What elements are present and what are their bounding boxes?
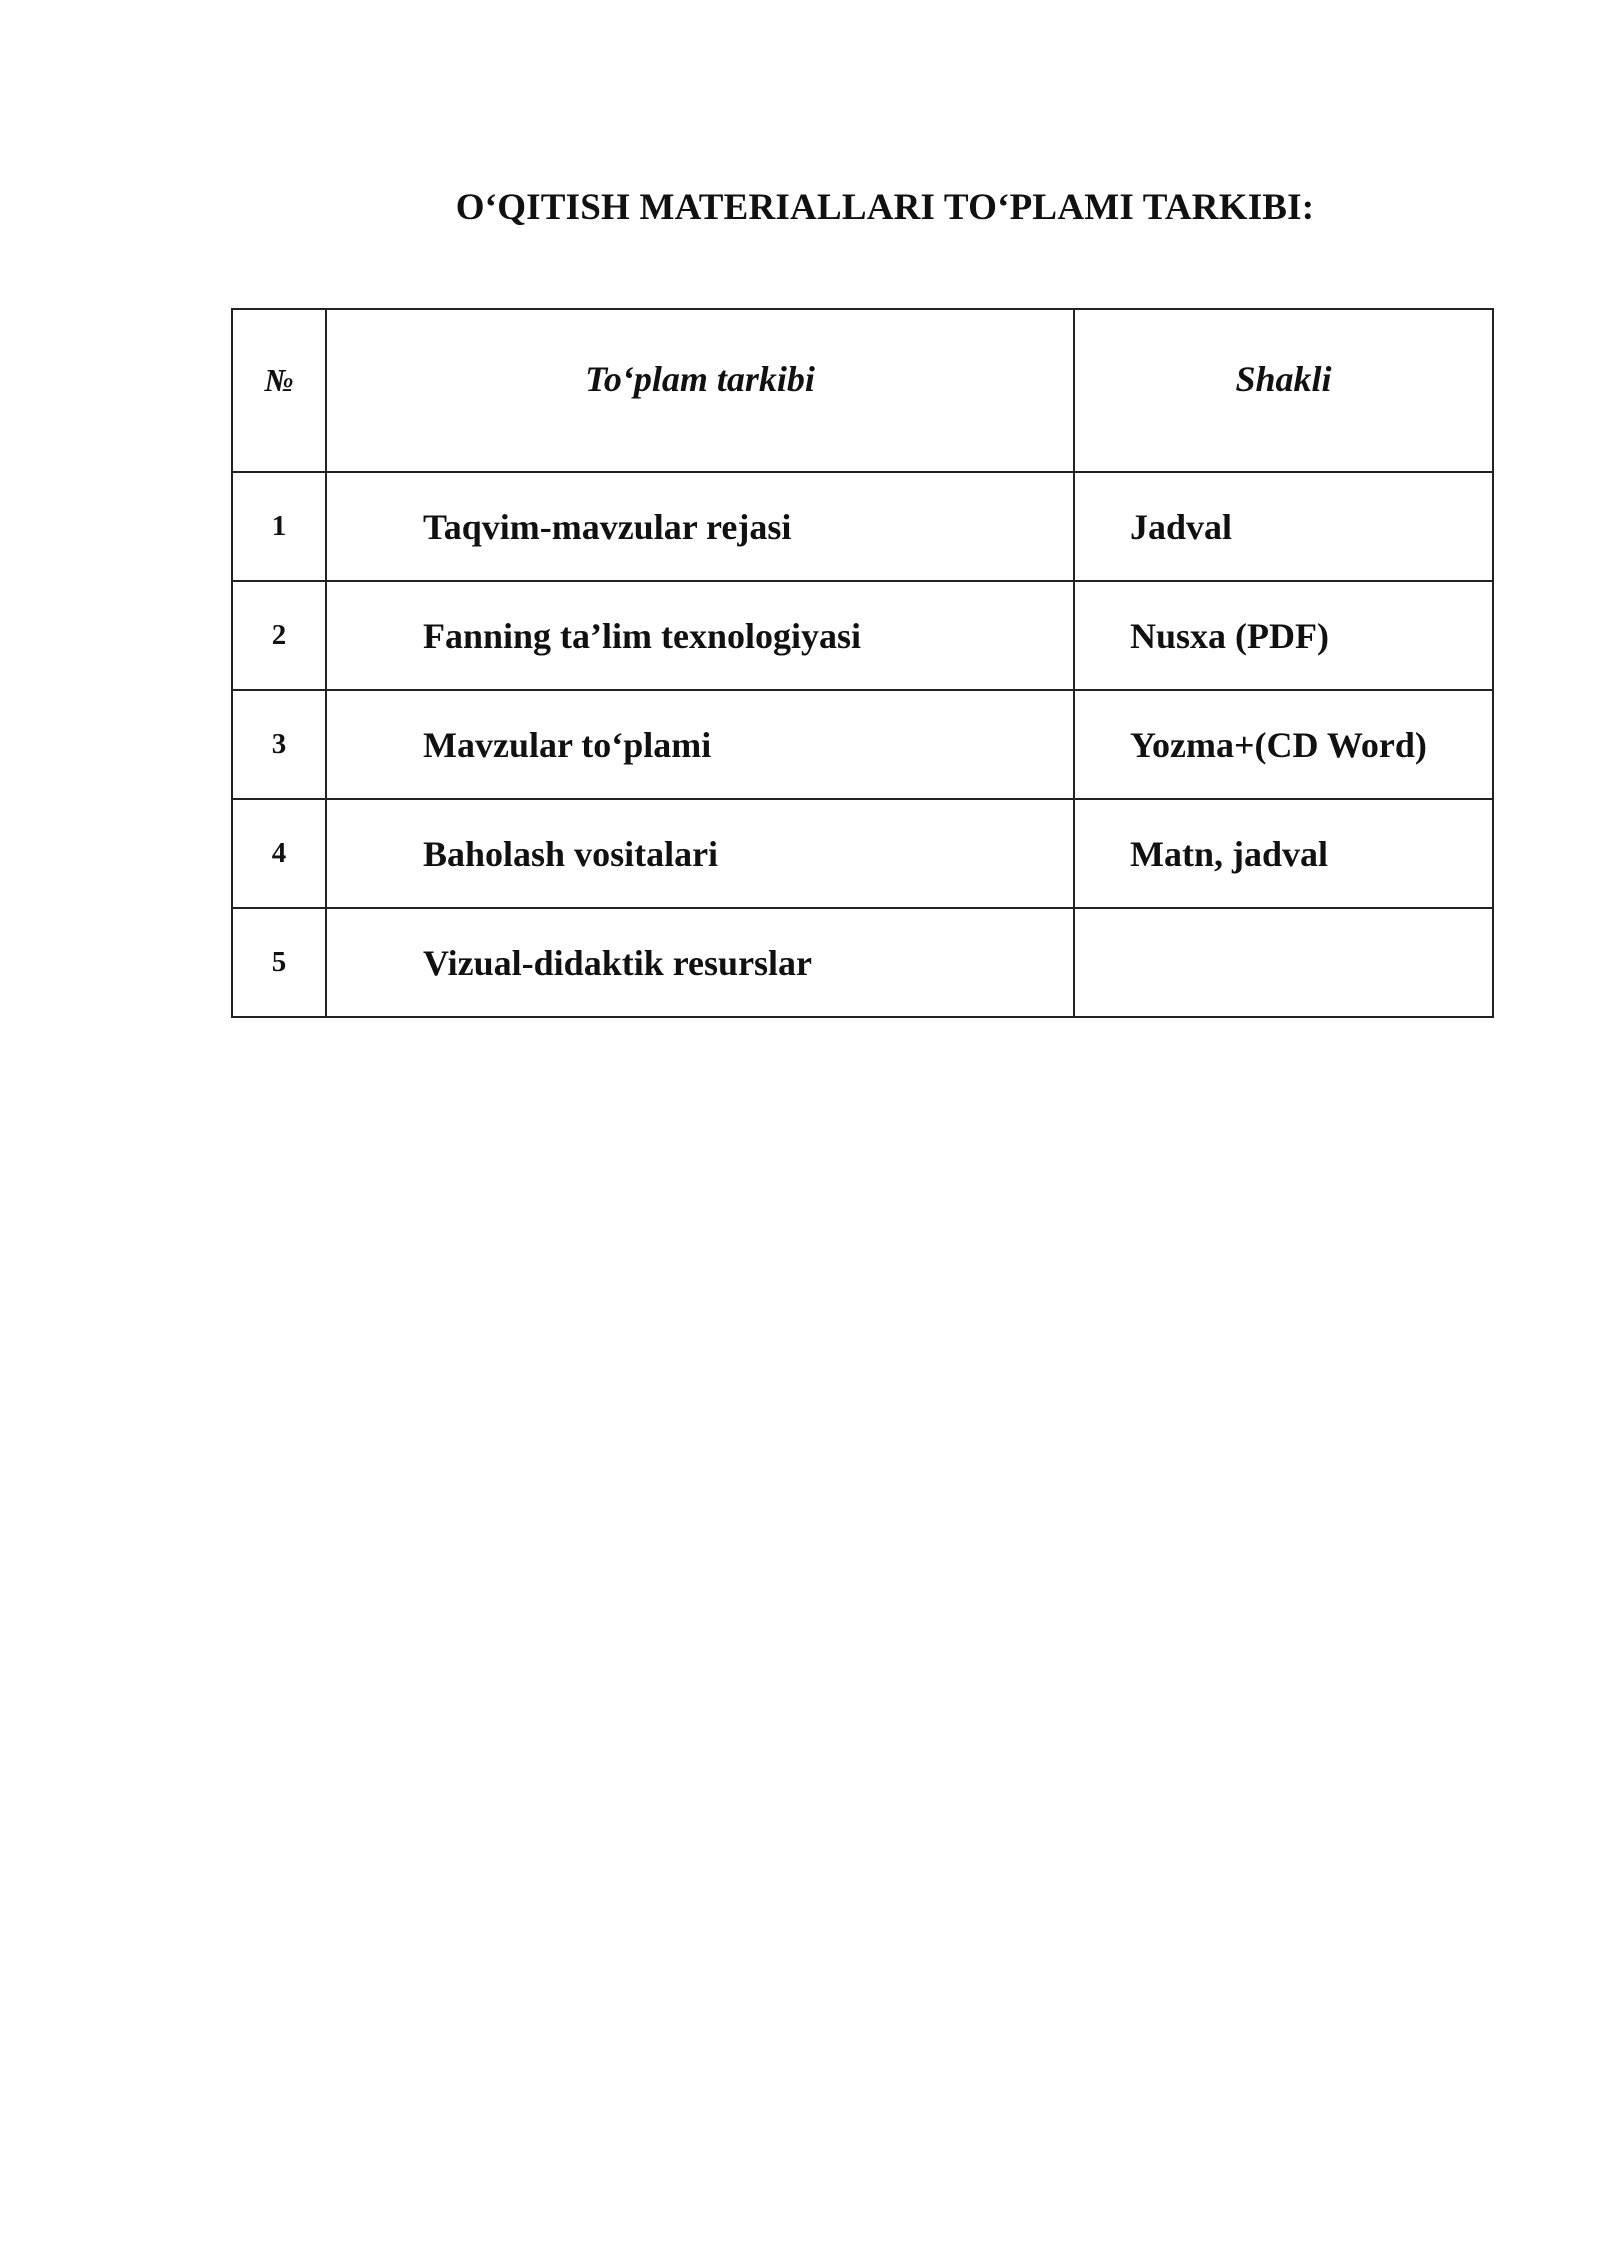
table-row [232,472,1493,581]
row-form: Matn, jadval [1074,799,1493,908]
row-form: Nusxa (PDF) [1074,581,1493,690]
row-contents: Baholash vositalari [326,799,1074,908]
table-row [232,908,1493,1017]
row-number: 3 [232,690,326,799]
row-contents: Mavzular to‘plami [326,690,1074,799]
row-contents: Fanning ta’lim texnologiyasi [326,581,1074,690]
row-number: 1 [232,472,326,581]
table-row [232,799,1493,908]
row-number: 2 [232,581,326,690]
row-number: 5 [232,908,326,1017]
table-row [232,581,1493,690]
header-form: Shakli [1074,309,1493,472]
table-row [232,690,1493,799]
page-title: O‘QITISH MATERIALLARI TO‘PLAMI TARKIBI: [455,187,1315,228]
row-number: 4 [232,799,326,908]
header-contents: To‘plam tarkibi [326,309,1074,472]
row-form: Jadval [1074,472,1493,581]
row-form [1074,908,1493,1017]
table-header-row [232,309,1493,472]
contents-table [231,308,1494,1018]
row-contents: Taqvim-mavzular rejasi [326,472,1074,581]
row-form: Yozma+(CD Word) [1074,690,1493,799]
row-contents: Vizual-didaktik resurslar [326,908,1074,1017]
header-number: № [232,309,326,472]
